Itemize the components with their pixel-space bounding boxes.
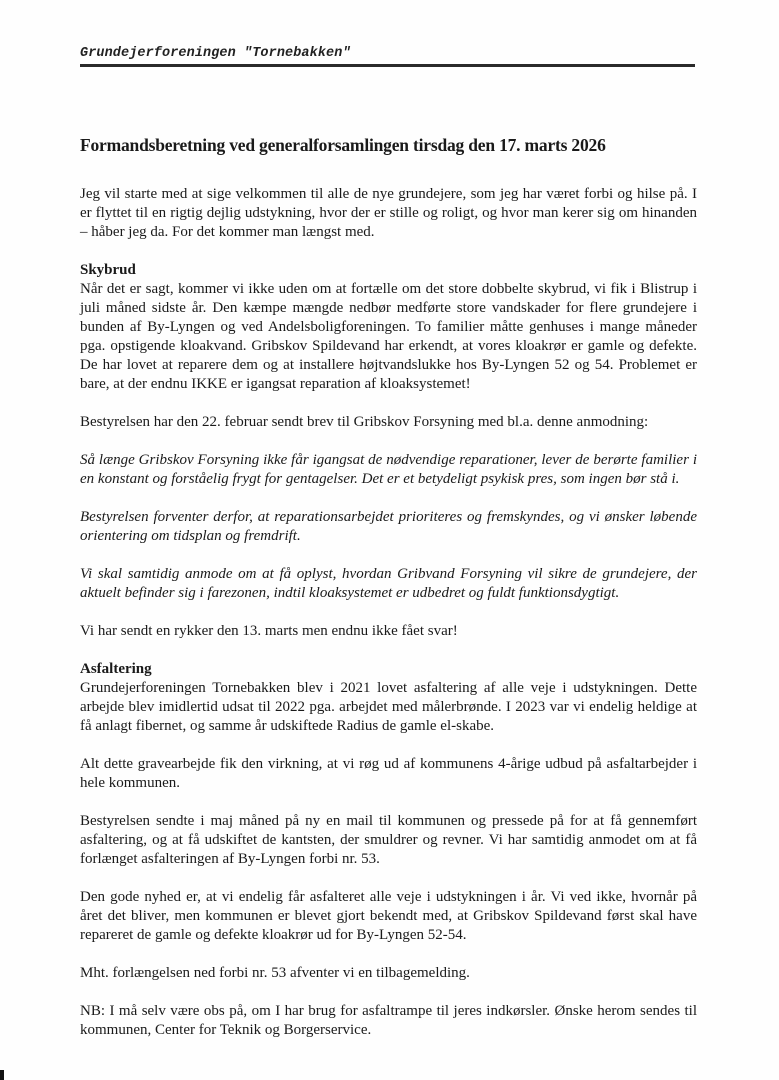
scan-edge-mark (0, 1070, 4, 1080)
section-heading: Asfaltering (80, 661, 152, 677)
paragraph: Den gode nyhed er, at vi endelig får asfalteret alle veje i udstykningen i år. Vi ved ikke, hvornår på året det bliver, men kommunen er blevet gjort bekendt med, at Gribskov Spildevand først skal have repareret de gamle og defekte kloakrør ud for By-Lyngen 52-54. (80, 889, 697, 943)
document-header (80, 46, 695, 67)
paragraph: Vi har sendt en rykker den 13. marts men endnu ikke fået svar! (80, 623, 458, 639)
nb-note-paragraph: NB: I må selv være obs på, om I har brug for asfaltrampe til jeres indkørsler. Ønske herom sendes til kommunen, Center for Teknik og Borgerservice. (80, 1003, 697, 1038)
intro-paragraph: Jeg vil starte med at sige velkommen til alle de nye grundejere, som jeg har været forbi og hilse på. I er flyttet til en rigtig dejlig udstykning, hvor der er stille og roligt, og hvor man kerer sig om hinanden – håber jeg da. For det kommer man længst med. (80, 186, 697, 240)
quoted-request-paragraph: Vi skal samtidig anmode om at få oplyst, hvordan Gribvand Forsyning vil sikre de grundejere, der aktuelt befinder sig i farezonen, indtil kloaksystemet er udbedret og fuldt funktionsdygtigt. (80, 566, 697, 601)
document-body (80, 134, 697, 1059)
section-asfaltering (80, 660, 697, 1040)
paragraph: Bestyrelsen sendte i maj måned på ny en mail til kommunen og pressede på for at få gennemført asfaltering, og at få udskiftet de kantsten, der smuldrer og revner. Vi har samtidig anmodet om at få forlænget asfalteringen af By-Lyngen forbi nr. 53. (80, 813, 697, 867)
paragraph: Bestyrelsen har den 22. februar sendt brev til Gribskov Forsyning med bl.a. denne anmodning: (80, 414, 649, 430)
section-heading: Skybrud (80, 262, 136, 278)
quoted-request-paragraph: Bestyrelsen forventer derfor, at reparationsarbejdet prioriteres og fremskyndes, og vi ønsker løbende orientering om tidsplan og fremdrift. (80, 509, 697, 544)
quoted-request-paragraph: Så længe Gribskov Forsyning ikke får igangsat de nødvendige reparationer, lever de berørte familier i en konstant og forståelig frygt for gentagelser. Det er et betydeligt psykisk pres, som ingen bør stå i. (80, 452, 697, 487)
paragraph: Alt dette gravearbejde fik den virkning, at vi røg ud af kommunens 4-årige udbud på asfaltarbejder i hele kommunen. (80, 756, 697, 791)
organization-name: Grundejerforeningen "Tornebakken" (80, 46, 351, 61)
paragraph: Mht. forlængelsen ned forbi nr. 53 afventer vi en tilbagemelding. (80, 965, 470, 981)
document-title: Formandsberetning ved generalforsamlingen tirsdag den 17. marts 2026 (80, 135, 606, 155)
paragraph: Når det er sagt, kommer vi ikke uden om at fortælle om det store dobbelte skybrud, vi fik i Blistrup i juli måned sidste år. Den kæmpe mængde nedbør medførte store vandskader for flere grundejere i bunden af By-Lyngen og ved Andelsboligforeningen. To familier måtte genhuses i mange måneder pga. opstigende kloakvand. Gribskov Spildevand har erkendt, at vores kloakrør er gamle og defekte. De har lovet at reparere dem og at installere højtvandslukke hos By-Lyngen 52 og 54. Problemet er bare, at der endnu IKKE er igangsat reparation af kloaksystemet! (80, 281, 697, 392)
paragraph: Grundejerforeningen Tornebakken blev i 2021 lovet asfaltering af alle veje i udstykningen. Dette arbejde blev imidlertid udsat til 2022 pga. arbejdet med målerbrønde. I 2023 var vi endelig heldige at få anlagt fibernet, og samme år udskiftede Radius de gamle el-skabe. (80, 680, 697, 734)
section-skybrud (80, 261, 697, 641)
